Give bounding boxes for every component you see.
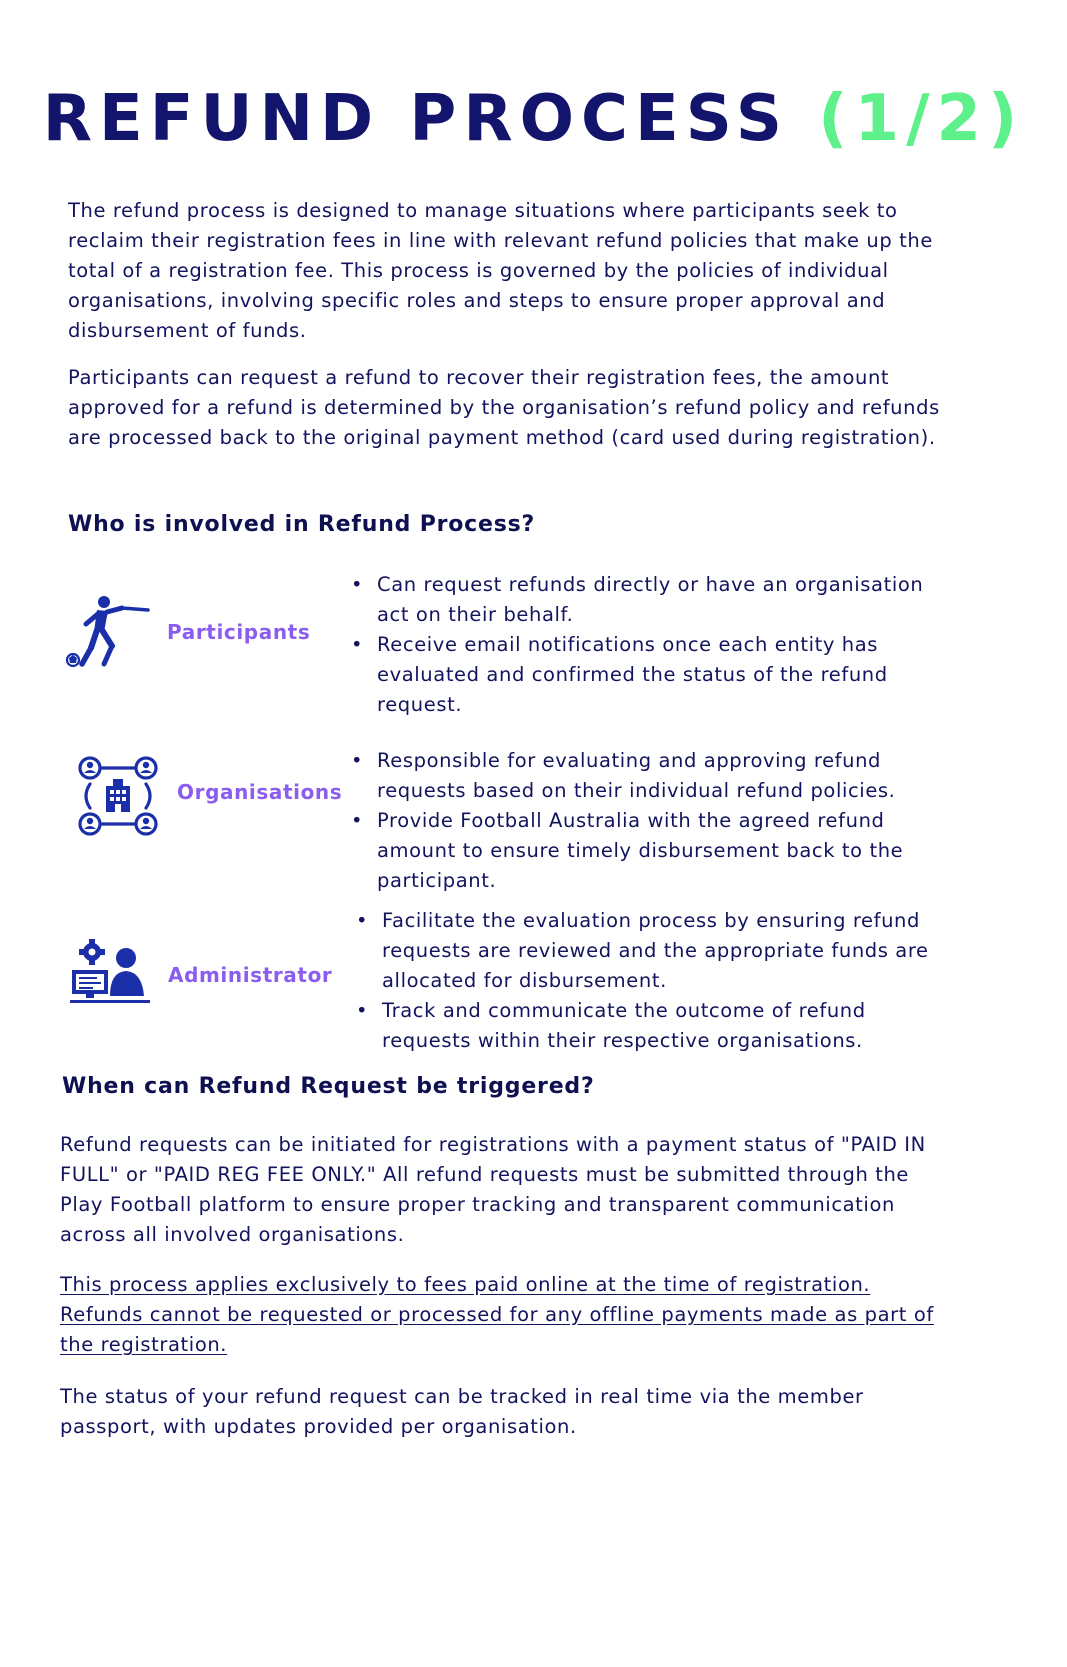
online-fees-notice: This process applies exclusively to fees paid online at the time of registration. Refunds cannot be requested or processed for any offline payments made as part of the registration. — [60, 1273, 934, 1356]
organisation-network-icon — [76, 754, 160, 838]
administrator-computer-icon — [68, 938, 152, 1006]
role-label-administrator: Administrator — [168, 963, 333, 987]
when-paragraph-1: Refund requests can be initiated for registrations with a payment status of "PAID IN FULL" or "PAID REG FEE ONLY." All refund requests must be submitted through the Play Football platform to ensure proper tracking and transparent communication across all involved organisations. — [60, 1133, 926, 1246]
when-heading: When can Refund Request be triggered? — [62, 1074, 595, 1099]
list-item: • Track and communicate the outcome of refund requests within their respective organisations. — [356, 996, 946, 1056]
list-item: • Provide Football Australia with the agreed refund amount to ensure timely disbursement back to the participant. — [351, 806, 941, 896]
organisations-points — [351, 746, 941, 896]
list-item: • Receive email notifications once each entity has evaluated and confirmed the status of the refund request. — [351, 630, 941, 720]
role-label-organisations: Organisations — [177, 780, 343, 804]
who-heading: Who is involved in Refund Process? — [68, 512, 536, 537]
intro-paragraph-2: Participants can request a refund to recover their registration fees, the amount approved for a refund is determined by the organisation’s refund policy and refunds are processed back to the original payment method (card used during registration). — [68, 366, 940, 449]
list-item: • Can request refunds directly or have an organisation act on their behalf. — [351, 570, 941, 630]
page-title-main: REFUND PROCESS — [42, 82, 790, 156]
role-label-participants: Participants — [167, 620, 311, 644]
footballer-icon — [64, 594, 154, 674]
list-item: • Facilitate the evaluation process by ensuring refund requests are reviewed and the appropriate funds are allocated for disbursement. — [356, 906, 946, 996]
participants-points — [351, 570, 941, 720]
administrator-points — [356, 906, 946, 1056]
page-title-part: (1/2) — [818, 82, 1025, 156]
list-item: • Responsible for evaluating and approving refund requests based on their individual refund policies. — [351, 746, 941, 806]
status-tracking-paragraph: The status of your refund request can be tracked in real time via the member passport, with updates provided per organisation. — [60, 1385, 864, 1438]
page-title — [0, 82, 1067, 156]
intro-paragraph-1: The refund process is designed to manage situations where participants seek to reclaim their registration fees in line with relevant refund policies that make up the total of a registration fee. This process is governed by the policies of individual organisations, involving specific roles and steps to ensure proper approval and disbursement of funds. — [68, 199, 933, 342]
